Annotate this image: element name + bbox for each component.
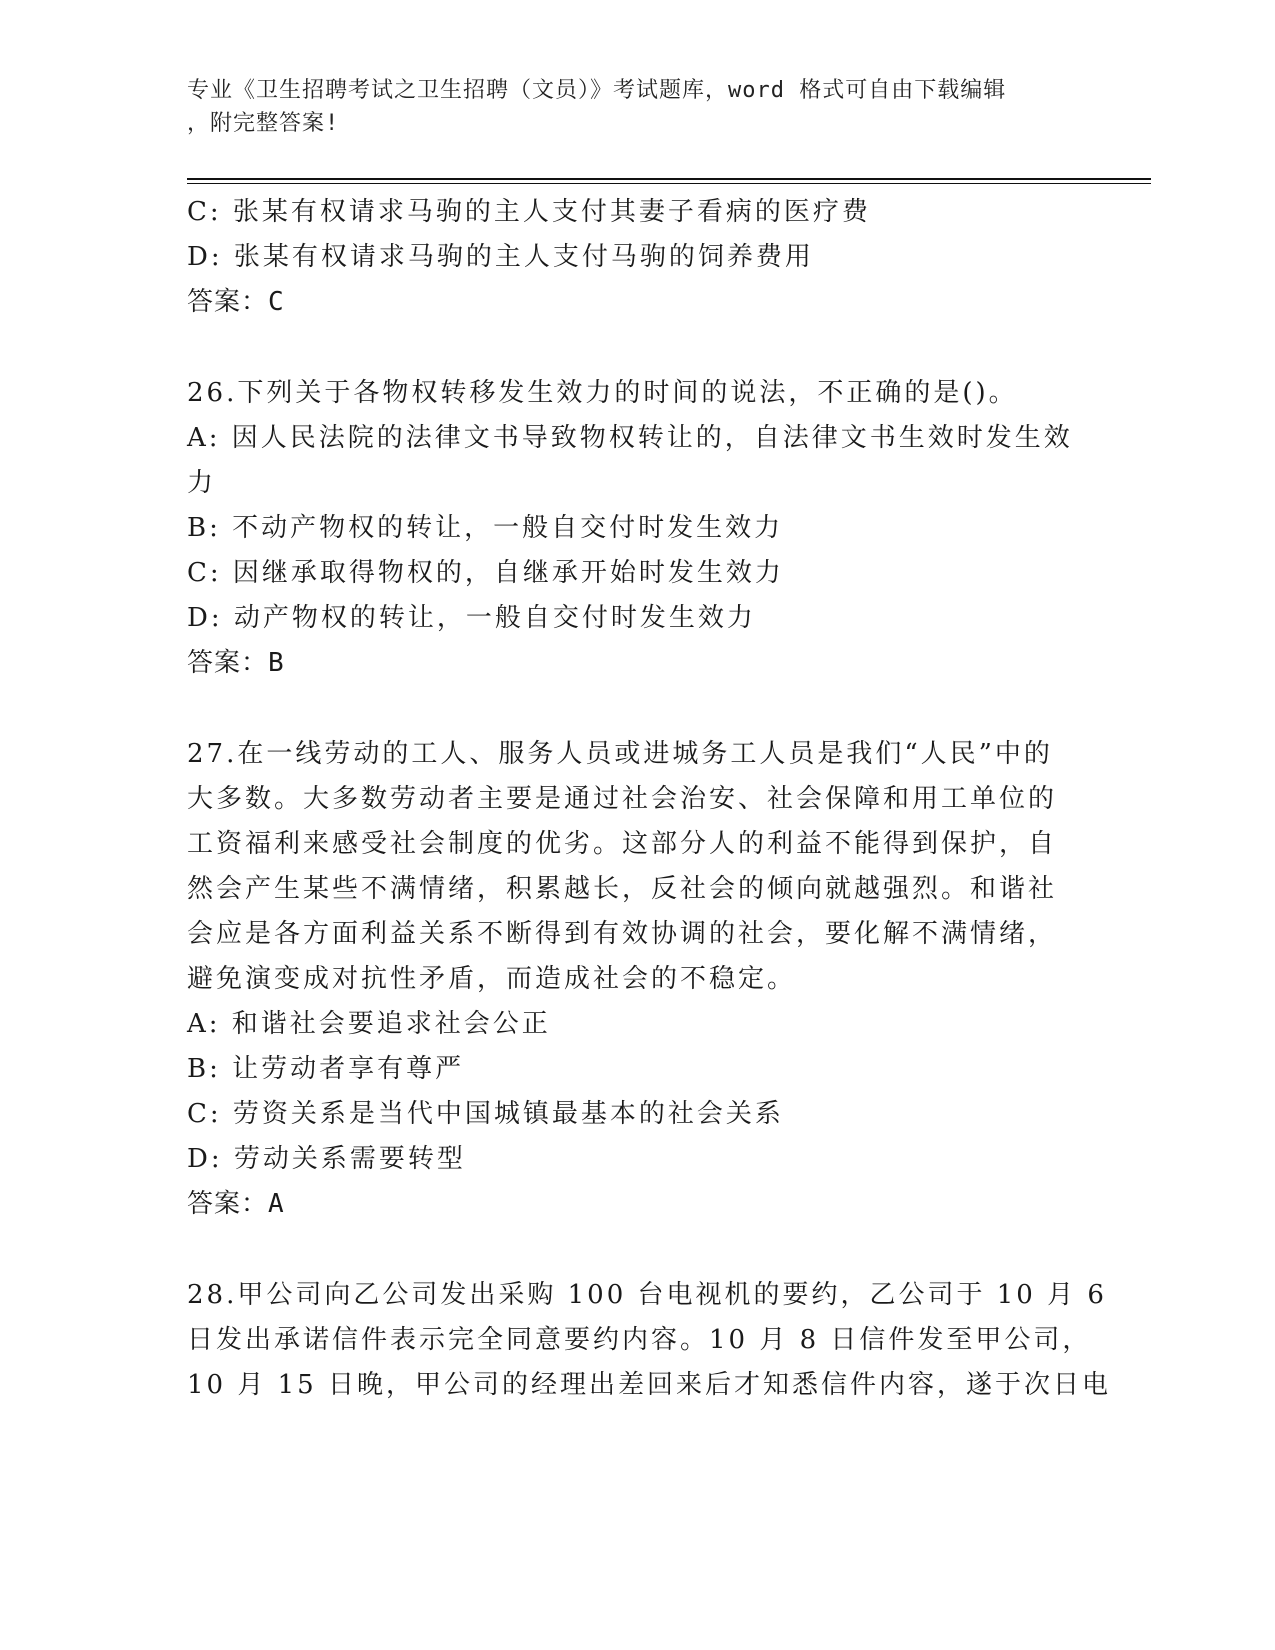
q27-answer xyxy=(187,1182,1087,1227)
question-28 xyxy=(187,1273,1111,1408)
q27-stem-line-2: 大多数。大多数劳动者主要是通过社会治安、社会保障和用工单位的 xyxy=(187,784,1058,814)
q27-stem-line-1: 27.在一线劳动的工人、服务人员或进城务工人员是我们“人民”中的 xyxy=(187,739,1053,769)
q27-stem-line-5: 会应是各方面利益关系不断得到有效协调的社会，要化解不满情绪， xyxy=(187,919,1058,949)
q26-stem: 26.下列关于各物权转移发生效力的时间的说法，不正确的是()。 xyxy=(187,378,1018,408)
q27-option-d: D: 劳动关系需要转型 xyxy=(187,1144,466,1174)
q25-answer xyxy=(187,280,1087,325)
q27-option-b: B: 让劳动者享有尊严 xyxy=(187,1054,465,1084)
q26-option-c: C: 因继承取得物权的，自继承开始时发生效力 xyxy=(187,558,784,588)
answer-label: 答案： xyxy=(187,1189,269,1219)
q26-option-d: D: 动产物权的转让，一般自交付时发生效力 xyxy=(187,603,756,633)
spacer xyxy=(187,686,1087,732)
document-header xyxy=(187,74,1067,140)
spacer xyxy=(187,325,1087,371)
header-divider-thin xyxy=(187,183,1151,184)
answer-value: B xyxy=(268,648,285,678)
header-divider-thick xyxy=(187,178,1151,180)
q27-stem-line-6: 避免演变成对抗性矛盾，而造成社会的不稳定。 xyxy=(187,964,797,994)
q27-stem-line-3: 工资福利来感受社会制度的优劣。这部分人的利益不能得到保护，自 xyxy=(187,829,1058,859)
q28-stem-line-2: 日发出承诺信件表示完全同意要约内容。10 月 8 日信件发至甲公司， xyxy=(187,1325,1092,1355)
question-27 xyxy=(187,732,1087,1227)
q25-option-d: D: 张某有权请求马驹的主人支付马驹的饲养费用 xyxy=(187,242,814,272)
q28-stem-line-1: 28.甲公司向乙公司发出采购 100 台电视机的要约，乙公司于 10 月 6 xyxy=(187,1280,1107,1310)
q27-option-a: A: 和谐社会要追求社会公正 xyxy=(187,1009,551,1039)
answer-value: A xyxy=(268,1189,285,1219)
q27-option-c: C: 劳资关系是当代中国城镇最基本的社会关系 xyxy=(187,1099,784,1129)
q26-answer xyxy=(187,641,1087,686)
answer-label: 答案： xyxy=(187,648,269,678)
q25-option-c: C: 张某有权请求马驹的主人支付其妻子看病的医疗费 xyxy=(187,197,871,227)
q26-option-a-line-1: A: 因人民法院的法律文书导致物权转让的，自法律文书生效时发生效 xyxy=(187,423,1073,453)
question-content xyxy=(187,190,1111,1408)
q26-option-b: B: 不动产物权的转让，一般自交付时发生效力 xyxy=(187,513,784,543)
q27-stem-line-4: 然会产生某些不满情绪，积累越长，反社会的倾向就越强烈。和谐社 xyxy=(187,874,1058,904)
answer-label: 答案： xyxy=(187,287,269,317)
spacer xyxy=(187,1227,1087,1273)
q28-stem-line-3: 10 月 15 日晚，甲公司的经理出差回来后才知悉信件内容，遂于次日电 xyxy=(187,1370,1111,1400)
question-25-tail xyxy=(187,190,1087,325)
q26-option-a-line-2: 力 xyxy=(187,468,217,498)
header-line-2: ，附完整答案! xyxy=(187,111,340,136)
question-26 xyxy=(187,371,1087,686)
answer-value: C xyxy=(268,287,285,317)
header-line-1: 专业《卫生招聘考试之卫生招聘（文员）》考试题库，word 格式可自由下载编辑 xyxy=(187,78,1007,103)
